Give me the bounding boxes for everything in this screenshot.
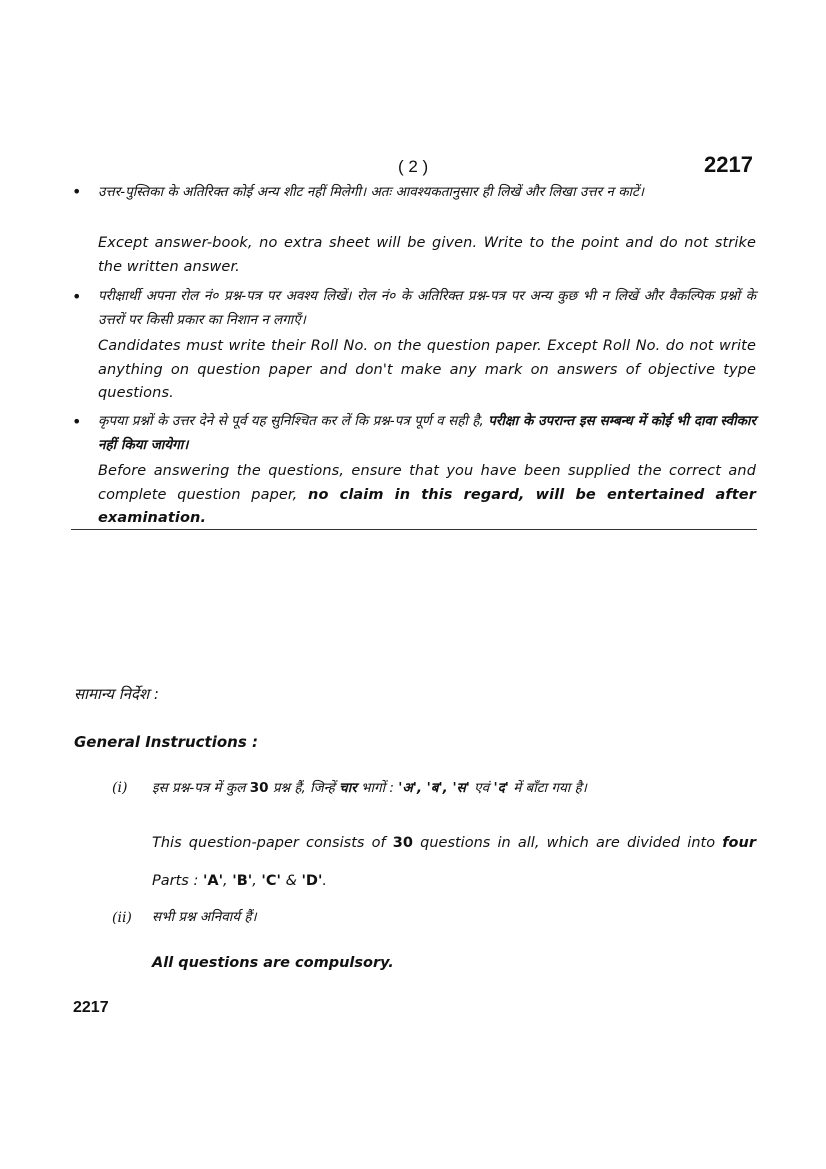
note-3-english-bold: no claim in this regard, will be entertained after examination.	[98, 486, 756, 526]
item-1-english-a: This question-paper consists of	[152, 835, 386, 851]
paper-code-header: 2217	[704, 152, 753, 177]
note-3-hindi	[98, 409, 756, 457]
page-number: ( 2 )	[398, 157, 429, 176]
general-instructions-heading: General Instructions :	[74, 733, 258, 751]
item-1-english: This question-paper consists of 30 questions in all, which are divided into four Parts : 'A', 'B', 'C' & 'D'.	[152, 835, 756, 889]
item-1-english-part-b: 'B'	[232, 873, 253, 889]
item-2-hindi: सभी प्रश्न अनिवार्य हैं।	[152, 909, 257, 925]
item-1-english-b: questions in all, which are divided into	[420, 835, 716, 851]
general-instructions-heading-hindi: सामान्य निर्देश :	[74, 685, 159, 703]
item-1-english-four: four	[722, 835, 756, 851]
bullet-3: •	[72, 412, 82, 431]
item-1-numeral: (i)	[112, 780, 128, 796]
item-1-hindi-d: एवं	[474, 780, 490, 796]
section-divider	[71, 529, 757, 530]
item-1-hindi-parts: 'अ', 'ब', 'स'	[398, 780, 470, 796]
item-2-english: All questions are compulsory.	[152, 955, 394, 971]
note-3-english-text: Before answering the questions, ensure that you have been supplied the correct and complete question paper,	[98, 463, 756, 503]
bullet-2: •	[72, 287, 82, 306]
item-2-numeral: (ii)	[112, 910, 132, 926]
paper-code-footer: 2217	[73, 999, 109, 1016]
bullet-1: •	[72, 182, 82, 201]
item-1-hindi-b: प्रश्न हैं, जिन्हें	[272, 780, 335, 796]
item-1-english-c: Parts :	[152, 873, 199, 889]
note-2-english: Candidates must write their Roll No. on the question paper. Except Roll No. do not write anything on question paper and don't make any mark on answers of objective type questions.	[98, 338, 756, 401]
note-3-english	[98, 460, 756, 531]
item-1-hindi-four: चार	[339, 780, 357, 796]
item-1-hindi-a: इस प्रश्न-पत्र में कुल	[152, 780, 246, 796]
item-1-hindi-e: में बाँटा गया है।	[513, 780, 587, 796]
note-3-hindi-text: कृपया प्रश्नों के उत्तर देने से पूर्व यह सुनिश्चित कर लें कि प्रश्न-पत्र पूर्ण व सही है,	[98, 413, 484, 429]
item-1-english-part-a: 'A'	[202, 873, 224, 889]
item-1-hindi	[152, 778, 756, 796]
item-1-english-part-c: 'C'	[261, 873, 281, 889]
note-2-hindi: परीक्षार्थी अपना रोल नं० प्रश्न-पत्र पर अवश्य लिखें। रोल नं० के अतिरिक्त प्रश्न-पत्र पर अन्य कुछ भी न लिखें और वैकल्पिक प्रश्नों के उत्तरों पर किसी प्रकार का निशान न लगाएँ।	[98, 288, 756, 328]
item-1-hindi-part-d: 'द'	[493, 780, 509, 796]
item-1-english-amp: &	[285, 873, 297, 889]
note-3-hindi-bold: परीक्षा के उपरान्त इस सम्बन्ध में कोई भी दावा स्वीकार नहीं किया जायेगा।	[98, 413, 756, 453]
item-1-english-part-d: 'D'	[301, 873, 323, 889]
note-1-english: Except answer-book, no extra sheet will be given. Write to the point and do not strike the written answer.	[98, 235, 756, 275]
item-1-hindi-c: भागों :	[361, 780, 394, 796]
item-1-english-num: 30	[392, 835, 413, 851]
item-1-hindi-num: 30	[249, 780, 269, 796]
note-1-hindi: उत्तर-पुस्तिका के अतिरिक्त कोई अन्य शीट नहीं मिलेगी। अतः आवश्यकतानुसार ही लिखें और लिखा उत्तर न काटें।	[98, 184, 644, 200]
